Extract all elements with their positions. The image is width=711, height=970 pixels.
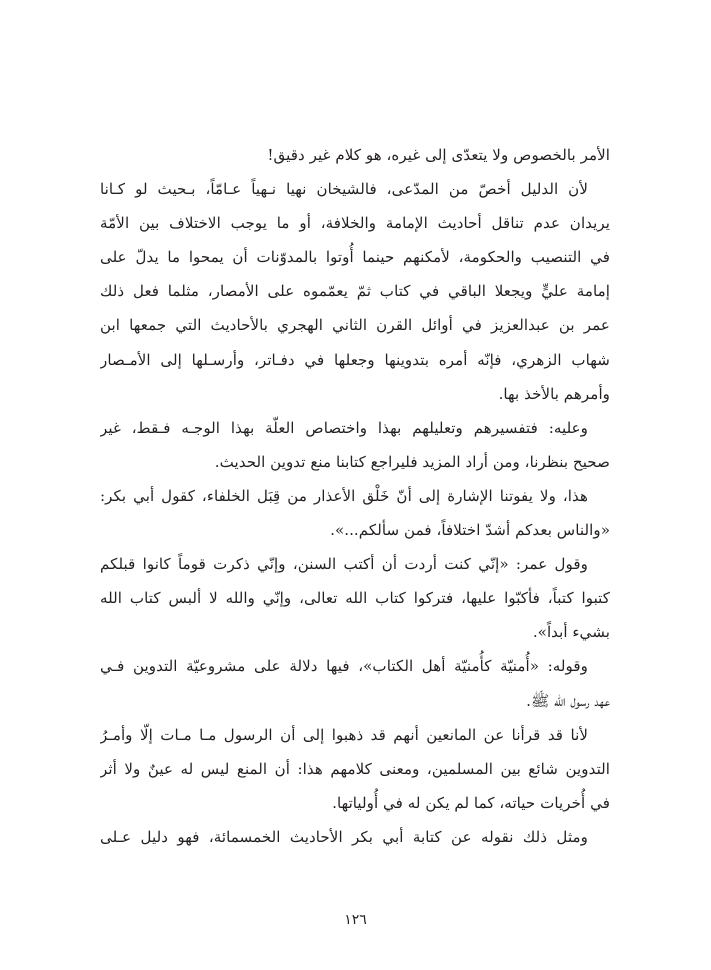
text-line: الأمر بالخصوص ولا يتعدّى إلى غيره، هو كلام غير دقيق! [267,146,610,164]
text-line: لأنا قد قرأنا عن المانعين أنهم قد ذهبوا إلى أن الرسول مـا مـات إلّا وأمـرُ [100,725,588,744]
text-line: «والناس بعدكم أشدّ اختلافاً، فمن سألكم...». [330,521,610,540]
text-line: في التنصيب والحكومة، لأمكنهم حينما أُوتوا بالمدوّنات أن يمحوا ما يدلّ على [100,248,610,267]
text-line: كتبوا كتباً، فأكبّوا عليها، فتركوا كتاب الله تعالى، وإنّي والله لا ألبس كتاب الله [100,589,610,608]
text-line: شهاب الزهري، فإنّه أمره بتدوينها وجعلها في دفـاتر، وأرسـلها إلى الأمـصار [100,350,610,369]
text-line: يريدان عدم تناقل أحاديث الإمامة والخلافة، أو ما يوجب الاختلاف بين الأمّة [100,214,610,233]
text-line: وأمرهم بالأخذ بها. [498,384,610,403]
text-line: لأن الدليل أخصّ من المدّعى، فالشيخان نهيا نـهياً عـامّاً، بـحيث لو كـانا [100,180,588,199]
text-line: في أُخريات حياته، كما لم يكن له في أُولياتها. [332,793,610,812]
text-line: عهد رسول الله ﷺ. [526,691,610,710]
text-line: عمر بن عبدالعزيز في أوائل القرن الثاني الهجري بالأحاديث التي جمعها ابن [100,316,610,335]
text-line: وقوله: «أُمنيّة كأُمنيّة أهل الكتاب»، فيها دلالة على مشروعيّة التدوين فـي [100,657,588,676]
text-line: هذا، ولا يفوتنا الإشارة إلى أنّ خَلْق الأعذار من قِبَل الخلفاء، كقول أبي بكر: [100,486,588,505]
text-line: إمامة عليٍّ ويجعلا الباقي في كتاب ثمّ يعمّموه على الأمصار، مثلما فعل ذلك [100,282,610,301]
text-line: التدوين شائع بين المسلمين، ومعنى كلامهم هذا: أن المنع ليس له عينٌ ولا أثر [100,759,610,778]
text-line: وقول عمر: «إنّي كنت أردت أن أكتب السنن، وإنّي ذكرت قوماً كانوا قبلكم [100,555,588,574]
text-line: ومثل ذلك نقوله عن كتابة أبي بكر الأحاديث الخمسمائة، فهو دليل عـلى [100,827,588,846]
page-number: ١٢٦ [344,912,367,928]
body-text [100,138,610,854]
text-line: بشيء أبداً». [532,623,610,642]
text-line: صحيح بنظرنا، ومن أراد المزيد فليراجع كتابنا منع تدوين الحديث. [214,452,610,471]
text-line: وعليه: فتفسيرهم وتعليلهم بهذا واختصاص العلّة بهذا الوجـه فـقط، غير [100,418,588,437]
